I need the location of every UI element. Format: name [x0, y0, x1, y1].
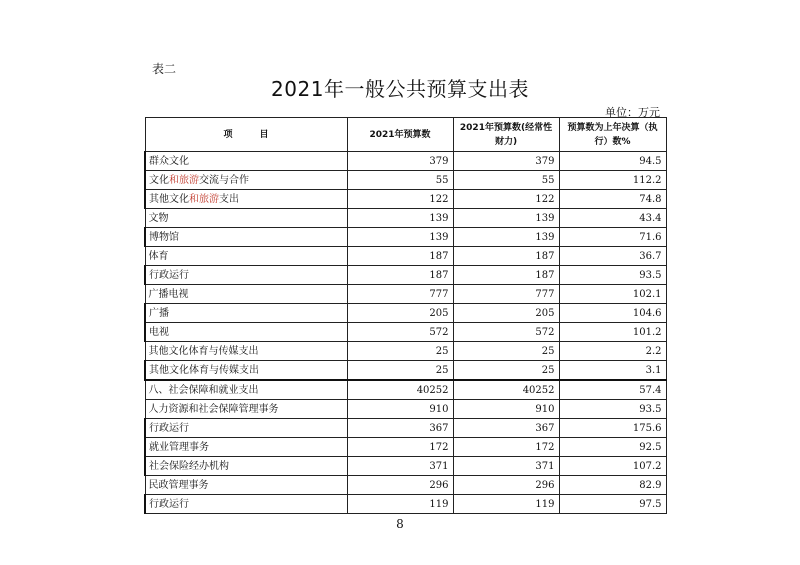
row-item-label: 行政运行	[149, 422, 189, 434]
table-row	[145, 380, 666, 400]
row-item-label: 广播电视	[148, 288, 189, 300]
row-item-suffix: 支出	[219, 193, 239, 205]
row-item-label: 其他文化体育与传媒支出	[148, 345, 259, 357]
row-recurring-cell: 172	[453, 438, 559, 457]
row-recurring-cell: 139	[453, 209, 559, 228]
row-item-label: 电视	[149, 326, 169, 338]
row-ratio-cell: 93.5	[559, 266, 666, 285]
row-budget-cell: 119	[347, 495, 453, 514]
row-budget-cell: 296	[347, 476, 453, 495]
row-ratio-cell: 97.5	[559, 495, 666, 514]
row-ratio-cell: 71.6	[559, 228, 666, 247]
row-recurring-cell: 367	[453, 419, 559, 438]
table-row	[145, 495, 666, 514]
row-ratio-cell: 102.1	[559, 285, 666, 304]
column-header-item: 项 目	[145, 118, 347, 152]
row-budget-cell: 777	[347, 285, 453, 304]
row-recurring-cell: 25	[453, 342, 559, 361]
row-item-cell	[145, 247, 347, 266]
row-item-label: 就业管理事务	[149, 441, 209, 453]
row-item-cell	[145, 323, 347, 342]
unit-label: 单位：万元	[605, 106, 660, 119]
row-item-highlight: 和旅游	[169, 174, 199, 186]
row-ratio-cell: 43.4	[559, 209, 666, 228]
row-item-cell	[145, 190, 347, 209]
row-recurring-cell: 25	[453, 361, 559, 381]
row-recurring-cell: 777	[453, 285, 559, 304]
row-item-label: 文化	[149, 174, 169, 186]
row-item-cell	[145, 380, 347, 400]
row-ratio-cell: 74.8	[559, 190, 666, 209]
row-ratio-cell: 92.5	[559, 438, 666, 457]
row-budget-cell: 572	[347, 323, 453, 342]
row-recurring-cell: 40252	[453, 380, 559, 400]
table-row	[145, 400, 666, 419]
row-item-label: 广播	[149, 307, 169, 319]
row-budget-cell: 187	[347, 266, 453, 285]
column-header-budget: 2021年预算数	[347, 118, 453, 152]
row-budget-cell: 379	[347, 152, 453, 171]
row-budget-cell: 25	[347, 361, 453, 381]
row-item-cell	[145, 228, 347, 247]
row-item-cell	[145, 476, 347, 495]
row-recurring-cell: 379	[453, 152, 559, 171]
row-ratio-cell: 112.2	[559, 171, 666, 190]
row-item-cell	[145, 361, 347, 381]
row-item-label: 民政管理事务	[148, 479, 209, 491]
table-row	[145, 304, 666, 323]
table-row	[145, 266, 666, 285]
row-item-label: 其他文化	[149, 193, 189, 205]
row-recurring-cell: 122	[453, 190, 559, 209]
row-budget-cell: 122	[347, 190, 453, 209]
row-item-cell	[145, 266, 347, 285]
row-item-label: 八、社会保障和就业支出	[148, 384, 259, 396]
row-item-label: 行政运行	[149, 269, 189, 281]
row-budget-cell: 205	[347, 304, 453, 323]
row-ratio-cell: 36.7	[559, 247, 666, 266]
row-item-label: 群众文化	[149, 155, 189, 167]
table-row	[145, 323, 666, 342]
row-item-label: 博物馆	[149, 231, 179, 243]
row-item-cell	[145, 400, 347, 419]
table-row	[145, 285, 666, 304]
row-ratio-cell: 175.6	[559, 419, 666, 438]
row-ratio-cell: 3.1	[559, 361, 666, 381]
row-item-cell	[145, 342, 347, 361]
row-budget-cell: 910	[347, 400, 453, 419]
row-item-cell	[145, 495, 347, 514]
row-item-label: 体育	[148, 250, 169, 262]
row-item-cell	[145, 152, 347, 171]
row-item-highlight: 和旅游	[189, 193, 219, 205]
document-title: 2021年一般公共预算支出表	[271, 77, 529, 101]
table-row	[145, 171, 666, 190]
row-recurring-cell: 187	[453, 247, 559, 266]
row-recurring-cell: 119	[453, 495, 559, 514]
table-body	[145, 152, 666, 514]
row-ratio-cell: 82.9	[559, 476, 666, 495]
page-label: 表二	[152, 62, 177, 76]
row-recurring-cell: 371	[453, 457, 559, 476]
row-ratio-cell: 101.2	[559, 323, 666, 342]
table-row	[145, 457, 666, 476]
row-budget-cell: 187	[347, 247, 453, 266]
row-recurring-cell: 139	[453, 228, 559, 247]
row-recurring-cell: 205	[453, 304, 559, 323]
row-ratio-cell: 107.2	[559, 457, 666, 476]
row-budget-cell: 172	[347, 438, 453, 457]
row-item-label: 行政运行	[149, 498, 189, 510]
row-budget-cell: 139	[347, 209, 453, 228]
row-item-label: 人力资源和社会保障管理事务	[148, 403, 279, 415]
page-number: 8	[396, 517, 404, 531]
table-row	[145, 438, 666, 457]
row-item-cell	[145, 438, 347, 457]
table-row	[145, 190, 666, 209]
row-recurring-cell: 572	[453, 323, 559, 342]
row-budget-cell: 25	[347, 342, 453, 361]
table-row	[145, 209, 666, 228]
table-row	[145, 228, 666, 247]
row-recurring-cell: 910	[453, 400, 559, 419]
table-header-row	[145, 118, 666, 152]
row-item-label: 文物	[148, 212, 169, 224]
row-item-cell	[145, 457, 347, 476]
row-item-cell	[145, 209, 347, 228]
row-item-suffix: 交流与合作	[199, 174, 249, 186]
table-row	[145, 342, 666, 361]
table-row	[145, 247, 666, 266]
budget-table	[144, 117, 667, 514]
row-budget-cell: 55	[347, 171, 453, 190]
row-budget-cell: 367	[347, 419, 453, 438]
row-ratio-cell: 93.5	[559, 400, 666, 419]
row-item-cell	[145, 419, 347, 438]
row-ratio-cell: 57.4	[559, 380, 666, 400]
column-header-recurring: 2021年预算数(经常性财力)	[453, 118, 559, 152]
row-item-cell	[145, 304, 347, 323]
row-ratio-cell: 2.2	[559, 342, 666, 361]
row-item-label: 社会保险经办机构	[149, 460, 229, 472]
row-item-label: 其他文化体育与传媒支出	[149, 364, 259, 376]
table-row	[145, 152, 666, 171]
table-row	[145, 361, 666, 381]
column-header-ratio: 预算数为上年决算（执行）数%	[559, 118, 666, 152]
row-item-cell	[145, 171, 347, 190]
table-row	[145, 476, 666, 495]
row-ratio-cell: 94.5	[559, 152, 666, 171]
row-recurring-cell: 296	[453, 476, 559, 495]
row-budget-cell: 371	[347, 457, 453, 476]
table-row	[145, 419, 666, 438]
row-budget-cell: 139	[347, 228, 453, 247]
row-ratio-cell: 104.6	[559, 304, 666, 323]
row-item-cell	[145, 285, 347, 304]
row-recurring-cell: 187	[453, 266, 559, 285]
row-recurring-cell: 55	[453, 171, 559, 190]
row-budget-cell: 40252	[347, 380, 453, 400]
